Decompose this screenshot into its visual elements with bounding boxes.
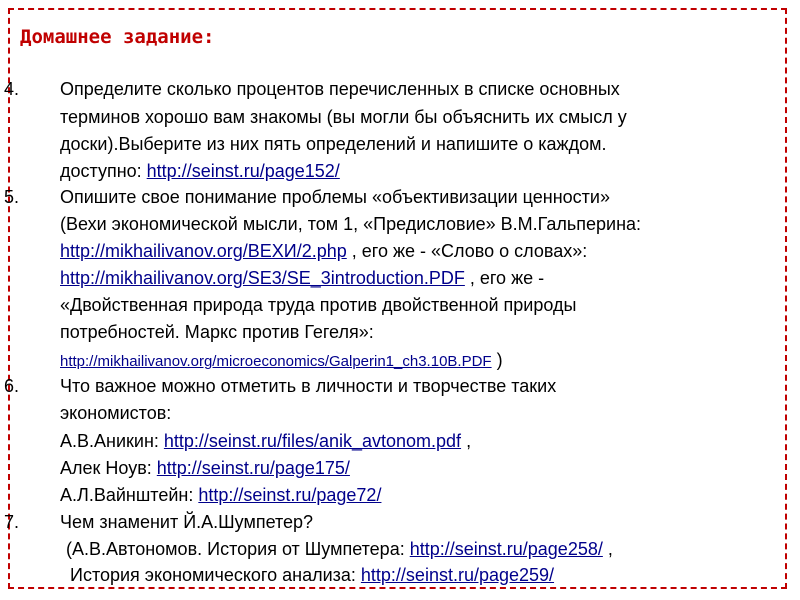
link-galperin[interactable]: http://mikhailivanov.org/microeconomics/Galperin1_ch3.10B.PDF bbox=[60, 353, 492, 370]
item4-access-prefix: доступно: bbox=[60, 161, 147, 181]
entry-name: А.Л.Вайнштейн: bbox=[60, 485, 199, 505]
entry-name: Алек Ноув: bbox=[60, 458, 157, 478]
link-vehi[interactable]: http://mikhailivanov.org/ВЕХИ/2.php bbox=[60, 241, 347, 261]
item-number-5: 5. bbox=[4, 187, 20, 207]
item5-mid1: , его же - «Слово о словах»: bbox=[346, 241, 588, 261]
item5-line6: потребностей. Маркс против Гегеля»: bbox=[60, 322, 374, 342]
entry-suffix: , bbox=[461, 431, 472, 451]
item6-entry-anikin bbox=[60, 430, 471, 452]
item6-entry-vainshtein bbox=[60, 484, 381, 506]
ref2-prefix: История экономического анализа: bbox=[70, 565, 361, 585]
item5-end: ) bbox=[491, 350, 503, 370]
item7-ref2 bbox=[70, 564, 554, 586]
item4-access bbox=[60, 160, 340, 182]
link-anik-avtonom[interactable]: http://seinst.ru/files/anik_avtonom.pdf bbox=[163, 431, 462, 451]
link-page152[interactable]: http://seinst.ru/page152/ bbox=[146, 161, 340, 181]
ref1-suffix: , bbox=[602, 539, 613, 559]
homework-title: Домашнее задание: bbox=[20, 26, 215, 48]
link-page175[interactable]: http://seinst.ru/page175/ bbox=[156, 458, 350, 478]
item5-line4 bbox=[60, 267, 544, 289]
link-page72[interactable]: http://seinst.ru/page72/ bbox=[198, 485, 382, 505]
entry-name: А.В.Аникин: bbox=[60, 431, 164, 451]
item6-line1: Что важное можно отметить в личности и творчестве таких bbox=[60, 376, 557, 396]
item7-line1: Чем знаменит Й.А.Шумпетер? bbox=[60, 512, 314, 532]
link-page259[interactable]: http://seinst.ru/page259/ bbox=[360, 565, 555, 585]
item4-line3: доски).Выберите из них пять определений и напишите о каждом. bbox=[60, 134, 607, 154]
link-page258[interactable]: http://seinst.ru/page258/ bbox=[409, 539, 603, 559]
item6-entry-nove bbox=[60, 457, 350, 479]
item5-line2: (Вехи экономической мысли, том 1, «Предисловие» В.М.Гальперина: bbox=[60, 214, 642, 234]
item4-line1: Определите сколько процентов перечисленных в списке основных bbox=[60, 79, 620, 99]
link-se3-intro[interactable]: http://mikhailivanov.org/SE3/SE_3introduction.PDF bbox=[60, 268, 465, 288]
item5-line5: «Двойственная природа труда против двойственной природы bbox=[60, 295, 577, 315]
item5-mid2: , его же - bbox=[464, 268, 545, 288]
ref1-prefix: (А.В.Автономов. История от Шумпетера: bbox=[66, 539, 410, 559]
item6-line2: экономистов: bbox=[60, 403, 172, 423]
item7-ref1 bbox=[66, 538, 613, 560]
item5-line1: Опишите свое понимание проблемы «объективизации ценности» bbox=[60, 187, 610, 207]
item5-line7 bbox=[60, 349, 503, 373]
item4-line2: терминов хорошо вам знакомы (вы могли бы объяснить их смысл у bbox=[60, 107, 627, 127]
item-number-7: 7. bbox=[4, 512, 20, 532]
item5-line3 bbox=[60, 240, 587, 262]
item-number-4: 4. bbox=[4, 79, 20, 99]
item-number-6: 6. bbox=[4, 376, 20, 396]
